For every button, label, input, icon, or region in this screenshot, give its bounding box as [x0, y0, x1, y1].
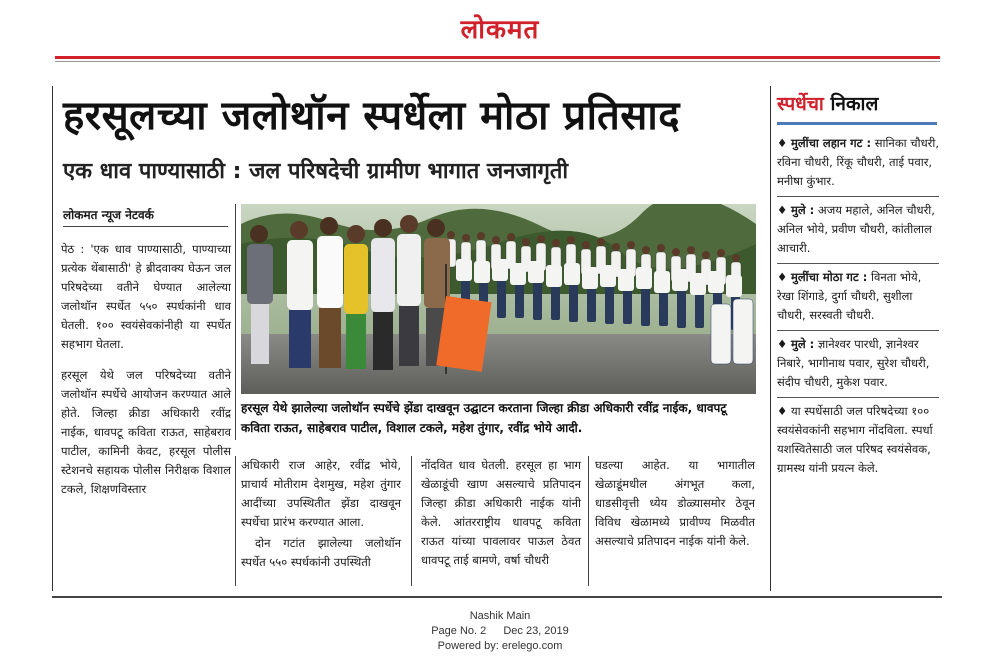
article-paragraph: हरसूल येथे जल परिषदेच्या वतीने जलोथॉन स्पर्धेचे आयोजन करण्यात आले होते. जिल्हा क्रीडा अधिकारी रवींद्र नाईक, धावपटू कविता राऊत, साहेबराव पाटील, कामिनी केवट, हरसूल पोलीस स्टेशनचे सहायक पोलीस निरीक्षक विशाल टकले, शिक्षणविस्तार: [61, 368, 231, 496]
footer-page-number: Page No. 2: [431, 625, 487, 637]
sidebar-title-rest: निकाल: [830, 93, 879, 115]
article-paragraph: दोन गटांत झालेल्या जलोथॉन स्पर्धेत ५५० स्पर्धकांनी उपस्थिती: [241, 536, 401, 569]
page-footer: [0, 609, 1000, 654]
column-divider: [588, 456, 589, 586]
masthead-logo: लोकमत: [460, 15, 540, 45]
result-names: अजय महाले, अनिल चौधरी, अनिल भोये, प्रवीण चौधरी, कांतीलाल आचारी.: [777, 203, 935, 255]
result-item: [777, 402, 939, 483]
column-divider: [411, 456, 412, 586]
result-names: सानिका चौधरी, रविना चौधरी, रिंकू चौधरी, ताई पवार, मनीषा कुंभार.: [777, 136, 939, 188]
article-paragraph: अधिकारी राज आहेर, रवींद्र भोये, प्राचार्य मोतीराम देशमुख, महेश तुंगार आदींच्या उपस्थितीत झेंडा दाखवून स्पर्धेचा प्रारंभ करण्यात आला.: [241, 458, 401, 529]
footer-date: Dec 23, 2019: [503, 625, 569, 637]
result-group-label: मुलींचा लहान गट :: [790, 136, 872, 150]
result-note: या स्पर्धेसाठी जल परिषदेच्या १०० स्वयंसेवकांनी सहभाग नोंदविला. स्पर्धा यशस्वितेसाठी जल परिषद स्वयंसेवक, ग्रामस्थ यांनी प्रयत्न केले.: [777, 404, 933, 475]
diamond-bullet-icon: ♦: [777, 203, 788, 217]
result-group-label: मुले :: [790, 337, 815, 351]
result-item: [777, 201, 939, 264]
results-list: [777, 134, 939, 487]
page-bottom-rule: [52, 596, 942, 598]
article-paragraph: घडल्या आहेत. या भागातील खेळाडूंमधील अंगभूत कला, धाडसीवृत्ती ध्येय डोळ्यासमोर ठेवून विविध खेळामध्ये प्रावीण्य मिळवीत असल्याचे प्रतिपादन नाईक यांनी केले.: [595, 458, 755, 548]
photo-caption: हरसूल येथे झालेल्या जलोथॉन स्पर्धेचे झेंडा दाखवून उद्घाटन करताना जिल्हा क्रीडा अधिकारी रवींद्र नाईक, धावपटू कविता राऊत, साहेबराव पाटील, विशाल टकले, महेश तुंगार, रवींद्र भोये आदी.: [241, 401, 727, 435]
article-headline: हरसूलच्या जलोथॉन स्पर्धेला मोठा प्रतिसाद: [63, 93, 680, 139]
result-names: ज्ञानेश्वर पारधी, ज्ञानेश्वर निबारे, भागीनाथ पवार, सुरेश चौधरी, संदीप चौधरी, मुकेश पवार.: [777, 337, 930, 389]
result-item: [777, 134, 939, 197]
result-item: [777, 335, 939, 398]
newspaper-masthead: [0, 10, 1000, 46]
event-photo-illustration: [241, 204, 756, 394]
column-divider: [235, 204, 236, 440]
masthead-rule: [55, 56, 940, 59]
footer-edition: Nashik Main: [469, 610, 531, 622]
sidebar-title: [777, 90, 878, 116]
article-column-2: [241, 456, 401, 572]
results-sidebar: [770, 86, 940, 591]
footer-powered-by: Powered by: erelego.com: [437, 640, 563, 652]
event-photo: [241, 204, 756, 394]
result-item: [777, 268, 939, 331]
article-paragraph: नोंदवित धाव घेतली. हरसूल हा भाग खेळाडूंची खाण असल्याचे प्रतिपादन जिल्हा क्रीडा अधिकारी नाईक यांनी केले. आंतरराष्ट्रीय धावपटू कविता राऊत यांच्या पावलावर पाऊल ठेवत धावपटू ताई बामणे, वर्षा चौधरी: [421, 458, 581, 567]
article-column-4: [595, 456, 755, 551]
diamond-bullet-icon: ♦: [777, 404, 788, 418]
article-byline: लोकमत न्यूज नेटवर्क: [63, 206, 228, 227]
result-group-label: मुलींचा मोठा गट :: [790, 270, 868, 284]
column-divider: [235, 456, 236, 586]
masthead-rule-thin: [55, 61, 940, 62]
footer-page-info: [0, 624, 1000, 639]
sidebar-rule: [777, 122, 937, 125]
diamond-bullet-icon: ♦: [777, 337, 788, 351]
diamond-bullet-icon: ♦: [777, 136, 788, 150]
result-names: विनता भोये, रेखा शिंगाडे, दुर्गा चौधरी, सुशीला चौधरी, सरस्वती चौधरी.: [777, 270, 922, 322]
news-article: [52, 86, 760, 591]
article-subheadline: एक धाव पाण्यासाठी : जल परिषदेची ग्रामीण भागात जनजागृती: [63, 159, 569, 184]
sidebar-title-highlight: स्पर्धेचा: [777, 93, 824, 115]
result-group-label: मुले :: [790, 203, 815, 217]
diamond-bullet-icon: ♦: [777, 270, 788, 284]
article-paragraph: पेठ : 'एक धाव पाण्यासाठी, पाण्याच्या प्रत्येक थेंबासाठी' हे ब्रीदवाक्य घेऊन जल परिषदेच्या वतीने घेण्यात आलेल्या जलोथॉन स्पर्धेत ५५० स्पर्धकांनी धाव घेतली. १०० स्वयंसेवकांनीही या स्पर्धेत सहभाग घेतला.: [61, 242, 231, 351]
article-column-3: [421, 456, 581, 570]
article-column-1: [61, 240, 231, 499]
